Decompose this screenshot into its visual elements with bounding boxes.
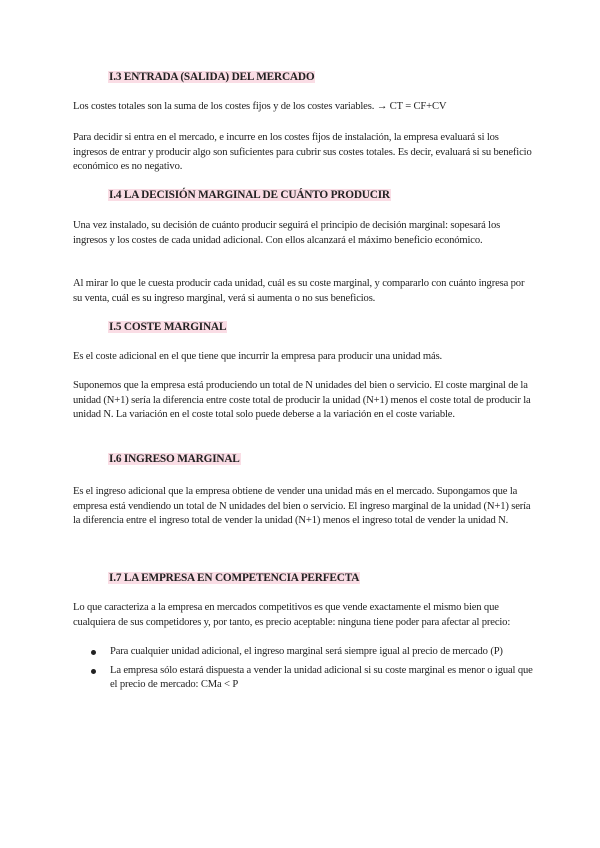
paragraph-1-4-a: Una vez instalado, su decisión de cuánto producir seguirá el principio de decisión marginal: sopesará los ingresos y los costes de cada unidad adicional. Con ellos alcanzará el máximo beneficio económico. [73,220,501,246]
list-item [73,664,533,693]
section-heading-1-6 [108,452,241,467]
paragraph-1-7-a: Lo que caracteriza a la empresa en mercados competitivos es que vende exactamente el mismo bien que cualquiera de sus competidores y, por tanto, es precio aceptable: ninguna tiene poder para afectar al precio: [73,602,511,628]
section-heading-1-7 [108,571,360,586]
paragraph-1-6-a: Es el ingreso adicional que la empresa obtiene de vender una unidad más en el mercado. Supongamos que la empresa está vendiendo un total de N unidades del bien o servicio. El ingreso marginal de la unidad (N+1) sería la diferencia entre el ingreso total de vender la unidad (N+1) menos el ingreso total de vender la unidad N. [73,486,531,527]
section-heading-1-4-text: I.4 LA DECISIÓN MARGINAL DE CUÁNTO PRODUCIR [109,189,390,201]
section-heading-1-5 [108,320,227,335]
paragraph-1-3-b: Para decidir si entra en el mercado, e incurre en los costes fijos de instalación, la empresa evaluará si los ingresos de entrar y producir algo son suficientes para cubrir sus costes totales. Es decir, evaluará si su beneficio económico es no negativo. [73,132,532,173]
bullet-icon [91,650,96,655]
section-heading-1-6-text: I.6 INGRESO MARGINAL [109,453,240,465]
section-heading-1-5-text: I.5 COSTE MARGINAL [109,321,227,333]
paragraph-1-5-a: Es el coste adicional en el que tiene que incurrir la empresa para producir una unidad más. [73,351,443,362]
paragraph-1-3-a: Los costes totales son la suma de los costes fijos y de los costes variables. → CT = CF+CV [73,101,447,112]
section-heading-1-3-text: I.3 ENTRADA (SALIDA) DEL MERCADO [109,71,315,83]
paragraph-1-4-b: Al mirar lo que le cuesta producir cada unidad, cuál es su coste marginal, y compararlo con cuánto ingresa por su venta, cuál es su ingreso marginal, verá si aumenta o no sus beneficios. [73,278,525,304]
bullet-icon [91,669,96,674]
list-item-text: La empresa sólo estará dispuesta a vender la unidad adicional si su coste marginal es menor o igual que el precio de mercado: CMa < P [110,664,533,691]
list-item [73,645,533,660]
section-heading-1-7-text: I.7 LA EMPRESA EN COMPETENCIA PERFECTA [109,572,360,584]
list-item-text: Para cualquier unidad adicional, el ingreso marginal será siempre igual al precio de mercado (P) [110,646,503,657]
section-heading-1-3 [108,70,315,85]
paragraph-1-5-b: Suponemos que la empresa está produciendo un total de N unidades del bien o servicio. El coste marginal de la unidad (N+1) sería la diferencia entre coste total de producir la unidad (N+1) menos el coste total de producir la unidad N. La variación en el coste total solo puede deberse a la variación en el coste variable. [73,380,531,421]
section-heading-1-4 [108,188,391,203]
bullet-list [73,645,533,697]
